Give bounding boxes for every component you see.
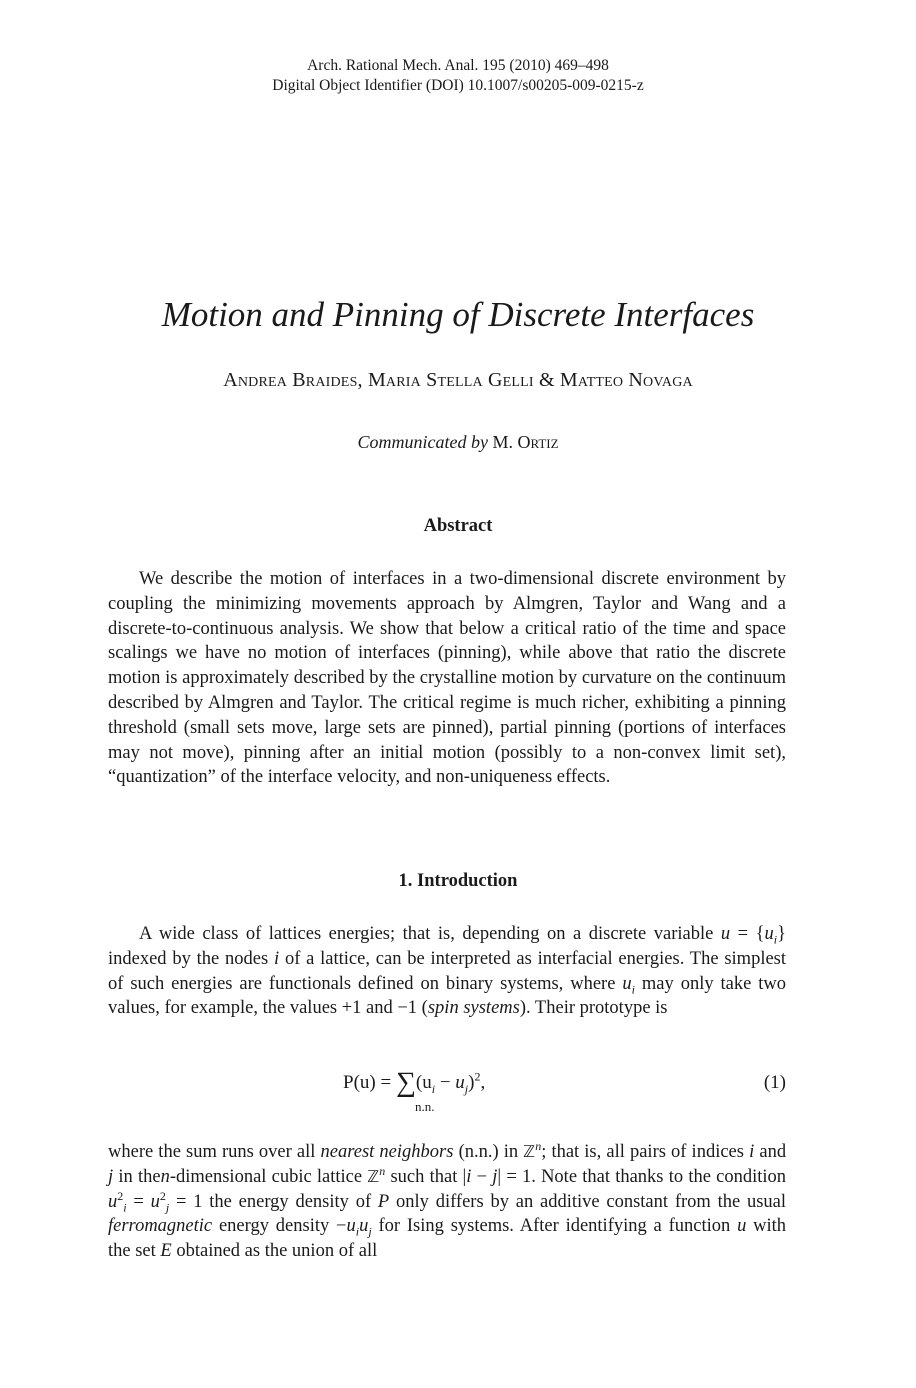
journal-header	[0, 56, 916, 96]
equation-lhs: P(u) =	[343, 1072, 392, 1093]
communicator-name: M. Ortiz	[492, 432, 559, 452]
equation-number: (1)	[763, 1072, 786, 1093]
paper-authors: Andrea Braides, Maria Stella Gelli & Matteo Novaga	[223, 369, 693, 391]
communicated-prefix: Communicated by	[357, 432, 488, 452]
summation-symbol: ∑	[395, 1067, 416, 1098]
summation-subscript: n.n.	[415, 1099, 435, 1114]
paper-title: Motion and Pinning of Discrete Interfaces	[161, 295, 755, 334]
journal-doi: Digital Object Identifier (DOI) 10.1007/s00205-009-0215-z	[272, 77, 644, 94]
equation-body: $P(u) = \sum(u_i - u_j)^2$,	[343, 1067, 486, 1098]
abstract-heading: Abstract	[423, 516, 493, 536]
communicated-by	[0, 430, 916, 454]
equation-1	[0, 1068, 916, 1124]
intro-paragraph-1: A wide class of lattices energies; that is, depending on a discrete variable $u = \{u_i\}$ indexed by the nodes i of a lattice, can be interpreted as interfacial energies. The simplest of such energies are functionals defined on binary systems, where $u_i$ may only take two values, for example, the values +1 and −1 (spin systems). Their prototype is	[108, 924, 787, 1019]
equation-rhs: (u	[415, 1072, 432, 1093]
introduction-heading: 1. Introduction	[398, 871, 518, 891]
abstract-text: We describe the motion of interfaces in a two-dimensional discrete environment by coupling the minimizing movements approach by Almgren, Taylor and Wang and a discrete-to-continuous analysis. We show that below a critical ratio of the time and space scalings we have no motion of interfaces (pinning), while above that ratio the discrete motion is approximately described by the crystalline motion by curvature on the continuum described by Almgren and Taylor. The critical regime is much richer, exhibiting a pinning threshold (small sets move, large sets are pinned), partial pinning (portions of interfaces may not move), pinning after an initial motion (possibly to a non-convex limit set), “quantization” of the interface velocity, and non-uniqueness effects.	[108, 569, 786, 788]
journal-citation: Arch. Rational Mech. Anal. 195 (2010) 469–498	[307, 57, 609, 74]
intro-paragraph-2: where the sum runs over all nearest neighbors (n.n.) in ℤ$^n$; that is, all pairs of indices i and j in then-dimensional cubic lattice ℤ$^n$ such that |i − j| = 1. Note that thanks to the condition $u^2_i = u^2_j = 1$ the energy density of P only differs by an additive constant from the usual ferromagnetic energy density $-u_iu_j$ for Ising systems. After identifying a function u with the set E obtained as the union of all	[108, 1138, 787, 1262]
